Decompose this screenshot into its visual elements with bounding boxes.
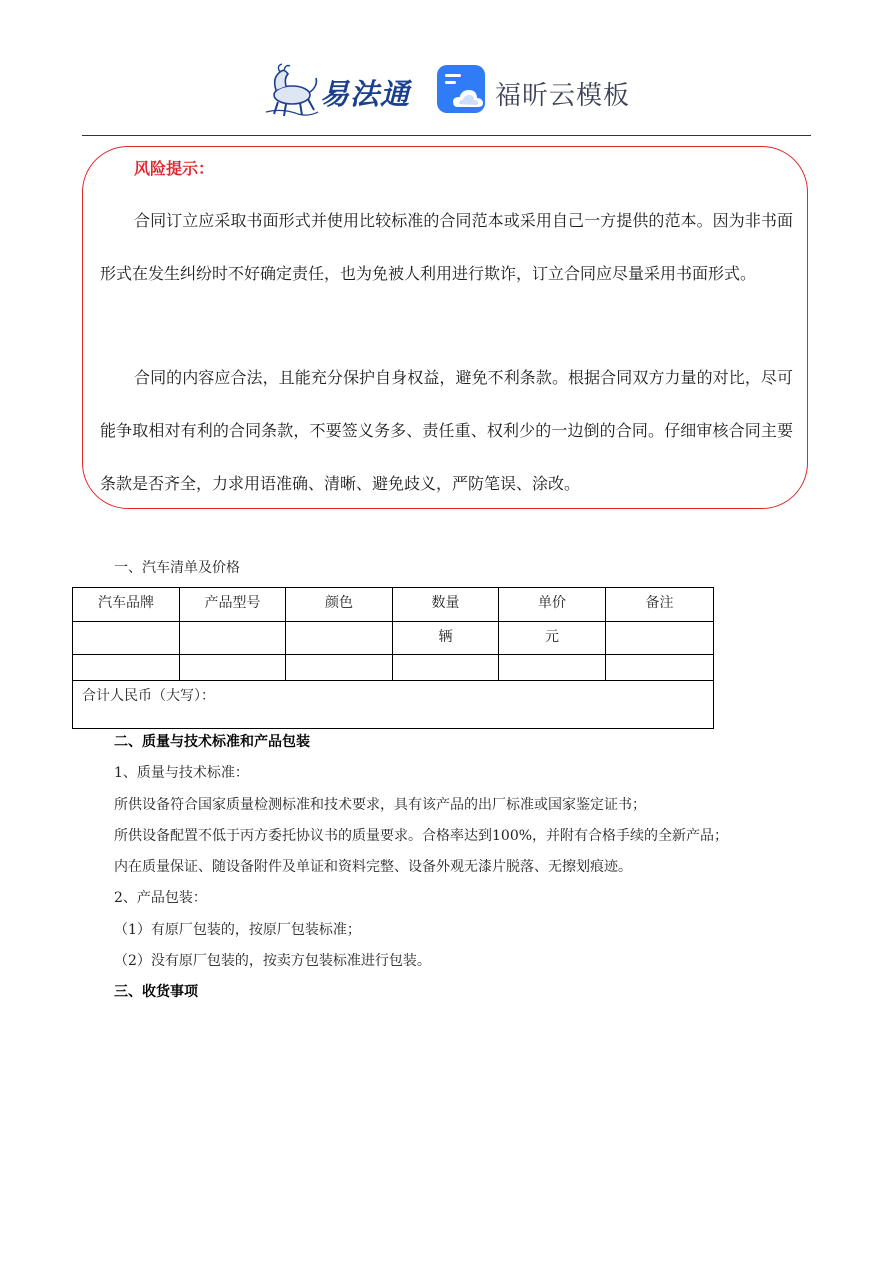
qilin-mascot-icon — [262, 62, 320, 118]
body-line: （2）没有原厂包装的，按卖方包装标准进行包装。 — [114, 953, 431, 969]
table-cell — [180, 655, 286, 681]
table-cell — [286, 622, 393, 655]
table-total-row — [73, 681, 714, 729]
table-header-cell: 数量 — [393, 588, 499, 622]
risk-notice-paragraph: 合同订立应采取书面形式并使用比较标准的合同范本或采用自己一方提供的范本。因为非书面形式在发生纠纷时不好确定责任，也为免被人利用进行欺诈，订立合同应尽量采用书面形式。 — [100, 211, 793, 283]
table-header-cell: 汽车品牌 — [73, 588, 180, 622]
cloud-document-icon — [436, 64, 488, 116]
section-heading: 一、汽车清单及价格 — [114, 560, 240, 576]
body-line: 内在质量保证、随设备附件及单证和资料完整、设备外观无漆片脱落、无擦划痕迹。 — [114, 859, 632, 875]
body-line: 所供设备符合国家质量检测标准和技术要求，具有该产品的出厂标准或国家鉴定证书； — [114, 797, 646, 813]
body-line: 所供设备配置不低于丙方委托协议书的质量要求。合格率达到100%，并附有合格手续的全新产品； — [114, 828, 729, 844]
subsection-heading: 1、质量与技术标准： — [114, 765, 249, 781]
table-header-cell: 单价 — [499, 588, 606, 622]
table-header-cell: 产品型号 — [180, 588, 286, 622]
table-cell — [606, 655, 714, 681]
table-cell — [180, 622, 286, 655]
table-cell-unit-quantity: 辆 — [393, 622, 499, 655]
risk-notice-paragraph: 合同的内容应合法，且能充分保护自身权益，避免不利条款。根据合同双方力量的对比，尽可能争取相对有利的合同条款，不要签义务多、责任重、权利少的一边倒的合同。仔细审核合同主要条款是否齐全，力求用语准确、清晰、避免歧义，严防笔误、涂改。 — [100, 368, 793, 493]
subsection-heading: 2、产品包装： — [114, 890, 207, 906]
section-heading: 三、收货事项 — [114, 984, 198, 1000]
risk-notice-title: 风险提示： — [134, 159, 215, 178]
yifatong-logo-text: 易法通 — [320, 77, 411, 111]
table-header-cell: 颜色 — [286, 588, 393, 622]
table-row — [73, 655, 714, 681]
table-cell — [499, 655, 606, 681]
body-line: （1）有原厂包装的，按原厂包装标准； — [114, 922, 361, 938]
table-cell — [393, 655, 499, 681]
table-cell — [286, 655, 393, 681]
foxit-template-logo — [436, 64, 636, 120]
car-price-table — [72, 587, 714, 729]
foxit-template-logo-text: 福昕云模板 — [495, 81, 631, 111]
header-divider — [82, 135, 811, 136]
table-cell-unit-price: 元 — [499, 622, 606, 655]
table-cell — [73, 622, 180, 655]
section-heading: 二、质量与技术标准和产品包装 — [114, 734, 310, 750]
table-row — [73, 622, 714, 655]
table-cell — [606, 622, 714, 655]
table-header-row — [73, 588, 714, 622]
table-header-cell: 备注 — [606, 588, 714, 622]
table-cell — [73, 655, 180, 681]
total-amount-label: 合计人民币（大写）： — [73, 681, 714, 729]
yifatong-logo — [262, 62, 412, 118]
page-header — [0, 56, 893, 126]
